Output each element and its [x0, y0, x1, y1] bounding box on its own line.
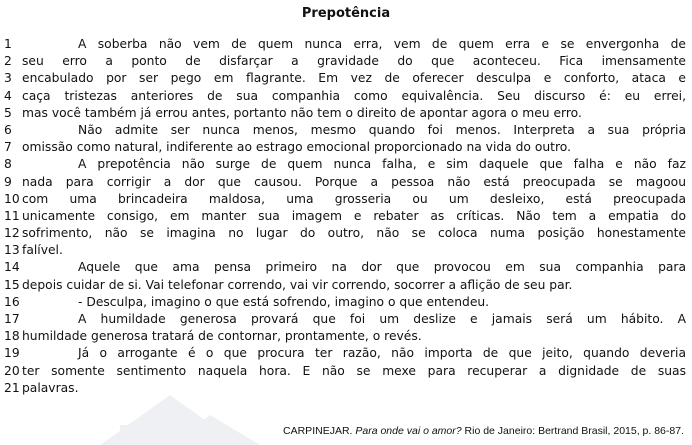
- line-text: sofrimento, não se imagina no lugar do outro, não se coloca numa posição honestamente: [22, 226, 686, 241]
- text-line: [0, 88, 692, 105]
- text-line: [0, 294, 692, 311]
- line-text: nada para corrigir a dor que causou. Porque a pessoa não está preocupada se magoou: [22, 174, 686, 189]
- line-number: 15: [4, 277, 20, 292]
- line-number: 1: [4, 37, 12, 51]
- line-text: Não admite ser nunca menos, mesmo quando foi menos. Interpreta a sua própria: [78, 122, 686, 137]
- line-text: omissão como natural, indiferente ao estrago emocional proporcionado na vida do outro.: [22, 140, 572, 155]
- line-text: humildade generosa tratará de contornar, prontamente, o revés.: [22, 329, 422, 344]
- text-line: [0, 139, 692, 156]
- line-text: ter somente sentimento naquela hora. E não se mexe para recuperar a dignidade de suas: [22, 363, 686, 378]
- text-line: [0, 156, 692, 173]
- line-text: falível.: [22, 243, 63, 258]
- text-line: [0, 277, 692, 294]
- text-line: [0, 53, 692, 70]
- text-line: [0, 328, 692, 345]
- line-text: A prepotência não surge de quem nunca falha, e sim daquele que falha e não faz: [78, 157, 686, 172]
- line-text: Já o arrogante é o que procura ter razão, não importa de que jeito, quando deveria: [78, 346, 686, 361]
- line-number: 18: [4, 329, 20, 344]
- document-title: Prepotência: [301, 6, 391, 21]
- line-text: unicamente consigo, em manter sua imagem e rebater as críticas. Não tem a empatia do: [22, 208, 686, 223]
- line-number: 7: [4, 140, 12, 155]
- line-text: Aquele que ama pensa primeiro na dor que provocou em sua companhia para: [78, 260, 686, 275]
- citation: [283, 424, 684, 438]
- line-number: 3: [4, 71, 12, 86]
- text-line: [0, 363, 692, 380]
- line-number: 5: [4, 105, 12, 120]
- line-number: 17: [4, 312, 20, 326]
- line-number: 16: [4, 294, 20, 309]
- citation-author: CARPINEJAR.: [283, 425, 353, 437]
- text-line: [0, 174, 692, 191]
- line-number: 4: [4, 88, 12, 103]
- line-text: palavras.: [22, 380, 79, 395]
- text-line: [0, 70, 692, 87]
- line-number: 11: [4, 208, 20, 223]
- citation-book-title: Para onde vai o amor?: [355, 425, 462, 437]
- numbered-text-body: [0, 36, 692, 397]
- line-number: 2: [4, 54, 12, 69]
- text-line: [0, 225, 692, 242]
- line-number: 19: [4, 346, 20, 361]
- line-number: 12: [4, 226, 20, 241]
- line-text: encabulado por ser pego em flagrante. Em vez de oferecer desculpa e conforto, ataca e: [22, 71, 686, 86]
- line-number: 8: [4, 157, 12, 172]
- text-line: [0, 208, 692, 225]
- text-line: [0, 105, 692, 122]
- line-text: seu erro a ponto de disfarçar a gravidade do que aconteceu. Fica imensamente: [22, 54, 686, 69]
- text-line: [0, 36, 692, 53]
- line-text: A soberba não vem de quem nunca erra, vem de quem erra e se envergonha de: [78, 37, 686, 51]
- line-number: 9: [4, 174, 12, 189]
- text-line: [0, 345, 692, 362]
- text-line: [0, 242, 692, 259]
- line-number: 20: [4, 363, 20, 378]
- line-number: 21: [4, 380, 20, 395]
- text-line: [0, 311, 692, 328]
- line-text: caça tristezas anteriores de sua companhia como equivalência. Seu discurso é: eu errei,: [22, 88, 686, 103]
- text-line: [0, 122, 692, 139]
- line-text: depois cuidar de si. Vai telefonar correndo, vai vir correndo, socorrer a aflição de seu par.: [22, 277, 573, 292]
- line-text: com uma brincadeira maldosa, uma grosseria ou um desleixo, está preocupada: [22, 191, 686, 206]
- line-number: 6: [4, 122, 12, 137]
- line-number: 14: [4, 260, 20, 275]
- line-text: - Desculpa, imagino o que está sofrendo, imagino o que entendeu.: [78, 294, 490, 309]
- text-line: [0, 191, 692, 208]
- text-line: [0, 259, 692, 276]
- text-line: [0, 380, 692, 397]
- line-number: 10: [4, 191, 20, 206]
- line-text: mas você também já errou antes, portanto não tem o direito de apontar agora o meu erro.: [22, 105, 582, 120]
- line-number: 13: [4, 243, 20, 258]
- citation-details: Rio de Janeiro: Bertrand Brasil, 2015, p. 86-87.: [464, 425, 684, 437]
- line-text: A humildade generosa provará que foi um deslize e jamais será um hábito. A: [78, 312, 686, 326]
